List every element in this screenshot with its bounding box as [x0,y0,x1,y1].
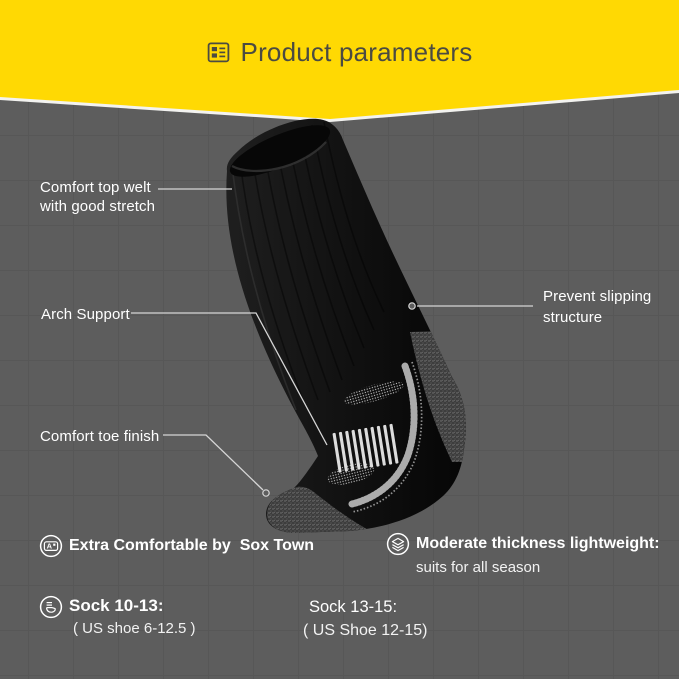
slipping-line-marker [409,303,415,309]
sock-instep-pattern [342,377,406,409]
feature-thickness-title: Moderate thickness lightweight: [416,535,660,552]
size-left [39,595,196,639]
table-form-icon [207,41,230,64]
size-left-title: Sock 10-13: [69,596,164,615]
header [0,0,679,88]
sock-instep-band [352,366,414,504]
toe-line-marker [263,490,269,496]
size-left-subtitle: ( US shoe 6-12.5 ) [73,620,196,637]
size-right-subtitle: ( US Shoe 12-15) [303,622,428,639]
sock-icon [39,595,63,619]
feature-comfort-title: Extra Comfortable by Sox Town [69,537,315,554]
feature-thickness [386,532,660,578]
sock-heel-patch [410,330,474,462]
callout-toe-finish: Comfort toe finish [40,428,160,445]
callout-arch-support: Arch Support [41,306,130,323]
sock-body [224,115,474,534]
callout-prevent-slipping-line1: Prevent slipping [543,288,652,305]
callout-top-welt-line2: with good stretch [40,198,156,215]
page-title: Product parameters [240,36,473,67]
callout-prevent-slipping-line2: structure [543,309,603,326]
layers-icon [386,532,410,556]
svg-text:A: A [46,541,53,551]
callout-lines [131,189,533,490]
feature-comfort [39,534,314,558]
badge-a-icon [39,534,63,558]
sock-sole-pattern [325,459,376,489]
feature-thickness-subtitle: suits for all season [416,559,541,576]
sock-arch-bars [332,424,398,473]
callout-top-welt-line1: Comfort top welt [40,179,151,196]
size-right [303,596,428,641]
sock-toe-patch [267,487,372,534]
callout-prevent-slipping [543,286,651,328]
sock-cuff [224,115,336,187]
size-right-title: Sock 13-15: [309,598,398,616]
toe-line [163,435,263,490]
sock-ribbing [240,122,384,405]
arch-line [131,313,327,445]
callout-top-welt [40,178,155,216]
